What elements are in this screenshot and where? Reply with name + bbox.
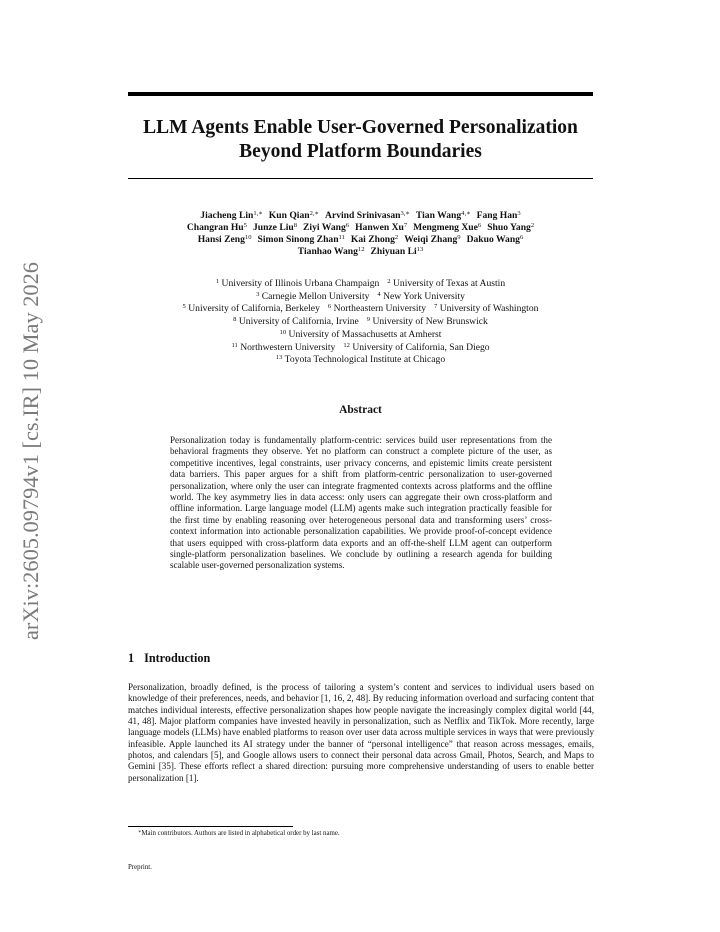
title-line-2: Beyond Platform Boundaries <box>239 141 482 162</box>
paper-title <box>128 116 593 164</box>
affiliation-mark: 11 <box>231 341 238 349</box>
author-affiliation-mark: 3 <box>517 210 521 217</box>
author-name <box>200 210 262 221</box>
author-affiliation-mark: 10 <box>244 234 252 241</box>
title-line-1: LLM Agents Enable User-Governed Personalization <box>143 117 578 138</box>
author-affiliation-mark: 6 <box>477 222 482 229</box>
author-name <box>487 222 534 233</box>
author-affiliation-mark: 7 <box>403 222 408 229</box>
affiliation-mark: 12 <box>343 341 350 349</box>
author-name <box>371 246 424 257</box>
affiliation-line <box>128 303 593 316</box>
author-line <box>128 234 593 246</box>
arxiv-id-text: arXiv:2605.09794v1 [cs.IR] 10 May 2026 <box>18 260 43 640</box>
affiliation-line <box>128 354 593 367</box>
author-name-text: Kai Zhong <box>350 234 395 245</box>
author-name-text: Weiqi Zhang <box>404 234 458 245</box>
affiliation-name: University of Texas at Austin <box>393 278 506 289</box>
affiliation-name: University of Illinois Urbana Champaign <box>221 278 380 289</box>
author-name <box>477 210 521 221</box>
affiliation-name: University of California, Irvine <box>238 316 359 328</box>
affiliation-name: Northwestern University <box>240 341 336 353</box>
affiliation-name: University of California, San Diego <box>352 341 490 353</box>
author-name <box>298 246 365 257</box>
affiliation <box>276 354 445 365</box>
affiliation-line <box>128 278 593 291</box>
author-name <box>253 222 297 233</box>
author-name-text: Changran Hu <box>186 222 244 233</box>
author-name <box>404 234 460 245</box>
author-name-text: Mengmeng Xue <box>413 222 478 233</box>
author-affiliation-mark: 9 <box>457 234 461 241</box>
affiliation-line <box>128 316 593 329</box>
author-name-text: Dakuo Wang <box>466 234 520 245</box>
affiliation <box>434 303 538 314</box>
affiliation <box>256 291 369 302</box>
author-name <box>325 210 410 221</box>
author-name-text: Hansi Zeng <box>197 234 245 245</box>
author-name-text: Kun Qian <box>268 210 310 221</box>
author-affiliation-mark: 3,∗ <box>400 210 410 217</box>
author-name <box>413 222 481 233</box>
author-name-text: Shuo Yang <box>487 222 531 233</box>
author-name-text: Simon Sinong Zhan <box>257 234 339 245</box>
section-heading <box>128 651 210 666</box>
affiliation <box>328 303 426 314</box>
affiliation-name: Northeastern University <box>333 303 427 315</box>
affiliation-mark: 9 <box>366 316 371 324</box>
preprint-label: Preprint. <box>128 864 152 871</box>
footnote-text: Main contributors. Authors are listed in alphabetical order by last name. <box>141 830 340 837</box>
affiliation-mark: 7 <box>434 303 438 311</box>
author-name <box>187 222 247 233</box>
affiliation-name: Carnegie Mellon University <box>261 290 370 302</box>
arxiv-side-stamp <box>2 260 52 640</box>
affiliation-mark: 13 <box>275 354 283 362</box>
affiliation <box>377 291 465 302</box>
author-affiliation-mark: 11 <box>338 234 345 241</box>
section-title: Introduction <box>144 651 211 665</box>
affiliation <box>183 303 320 314</box>
author-affiliation-mark: 5 <box>243 222 247 229</box>
author-affiliation-mark: 12 <box>357 246 365 253</box>
affiliation-mark: 6 <box>327 303 332 311</box>
affiliation <box>233 316 359 327</box>
author-affiliation-mark: 2 <box>394 234 399 241</box>
affiliation <box>216 278 379 289</box>
affiliation-mark: 4 <box>377 290 381 298</box>
author-name-text: Arvind Srinivasan <box>325 210 401 221</box>
author-name-text: Tian Wang <box>415 210 462 221</box>
affiliation-line <box>128 342 593 355</box>
affiliation <box>343 342 489 353</box>
author-name <box>416 210 471 221</box>
footnote <box>138 830 340 837</box>
abstract-heading: Abstract <box>339 404 382 416</box>
affiliation-mark: 3 <box>256 290 260 298</box>
introduction-text: Personalization, broadly defined, is the process of tailoring a system’s content and services to individual users based on knowledge of their preferences, needs, and behavior [1, 16, 2, 48]. By reducing information overload and surfacing content that matches individual interests, effective personalization shapes how people navigate the increasingly complex digital world [44, 41, 48]. Major platform companies have invested heavily in personalization, such as Netflix and TikTok. More recently, large language models (LLMs) have enabled platforms to reason over user data across multiple services in ways that were previously infeasible. Apple launched its AI strategy under the banner of “personal intelligence” that reason across messages, emails, photos, and calendars [5], and Google allows users to connect their personal data across Gmail, Photos, Search, and Maps to Gemini [35]. These efforts reflect a shared direction: pursuing more comprehensive understanding of users to enable better personalization [1]. <box>128 682 594 783</box>
author-name-text: Jiacheng Lin <box>200 210 254 221</box>
title-top-rule <box>128 92 593 96</box>
affiliation-list <box>128 278 593 367</box>
author-affiliation-mark: 2 <box>530 222 535 229</box>
affiliation-name: University of New Brunswick <box>372 316 488 328</box>
affiliation <box>231 342 335 353</box>
author-line <box>128 222 593 234</box>
author-name <box>303 222 349 233</box>
affiliation <box>280 329 442 340</box>
author-name <box>198 234 252 245</box>
author-affiliation-mark: 6 <box>345 222 350 229</box>
affiliation-mark: 1 <box>215 278 220 285</box>
affiliation-name: University of California, Berkeley <box>188 303 320 315</box>
author-name <box>355 222 407 233</box>
affiliation-line <box>128 329 593 342</box>
author-name <box>257 234 344 245</box>
author-name-text: Ziyi Wang <box>303 222 346 233</box>
footnote-rule <box>128 826 293 827</box>
affiliation <box>367 316 488 327</box>
footnote-mark: ∗ <box>138 830 142 835</box>
affiliation-mark: 2 <box>387 278 391 285</box>
author-affiliation-mark: 4,∗ <box>461 210 471 217</box>
author-affiliation-mark: 8 <box>293 222 298 229</box>
author-name-text: Fang Han <box>476 210 518 221</box>
affiliation-name: New York University <box>383 290 465 302</box>
author-name-text: Junze Liu <box>252 222 294 233</box>
author-name-text: Zhiyuan Li <box>370 246 417 257</box>
author-line <box>128 246 593 258</box>
affiliation-mark: 10 <box>279 328 287 336</box>
affiliation-name: Toyota Technological Institute at Chicago <box>284 354 446 366</box>
section-number: 1 <box>128 651 135 665</box>
author-line <box>128 210 593 222</box>
affiliation-mark: 5 <box>182 303 186 311</box>
title-bottom-rule <box>128 178 593 179</box>
author-name-text: Tianhao Wang <box>297 246 358 257</box>
author-name <box>351 234 398 245</box>
author-affiliation-mark: 2,∗ <box>309 210 320 217</box>
abstract-text: Personalization today is fundamentally platform-centric: services build user representations from the behavioral fragments they observe. Yet no platform can construct a complete picture of the user, as competitive incentives, legal constraints, user privacy concerns, and epistemic limits create persistent data barriers. This paper argues for a shift from platform-centric personalization to user-governed personalization, where only the user can integrate fragmented contexts across platforms and the offline world. The key asymmetry lies in data access: only users can aggregate their own cross-platform and offline information. Large language model (LLM) agents make such integration practically feasible for the first time by enabling reasoning over heterogeneous personal data and transforming users’ cross-context information into actionable personalization capabilities. We provide proof-of-concept evidence that users equipped with cross-platform data exports and an off-the-shelf LLM agent can outperform single-platform personalization baselines. We conclude by outlining a research agenda for building scalable user-governed personalization systems. <box>170 435 552 571</box>
author-list <box>128 210 593 258</box>
author-name <box>269 210 319 221</box>
affiliation <box>387 278 505 289</box>
affiliation-mark: 8 <box>233 316 237 324</box>
affiliation-name: University of Washington <box>439 303 539 315</box>
author-affiliation-mark: 1,∗ <box>253 210 263 217</box>
affiliation-name: University of Massachusetts at Amherst <box>288 328 442 340</box>
affiliation-line <box>128 291 593 304</box>
author-name-text: Hanwen Xu <box>355 222 404 233</box>
author-affiliation-mark: 13 <box>416 246 424 253</box>
author-affiliation-mark: 6 <box>519 234 524 241</box>
author-name <box>467 234 524 245</box>
